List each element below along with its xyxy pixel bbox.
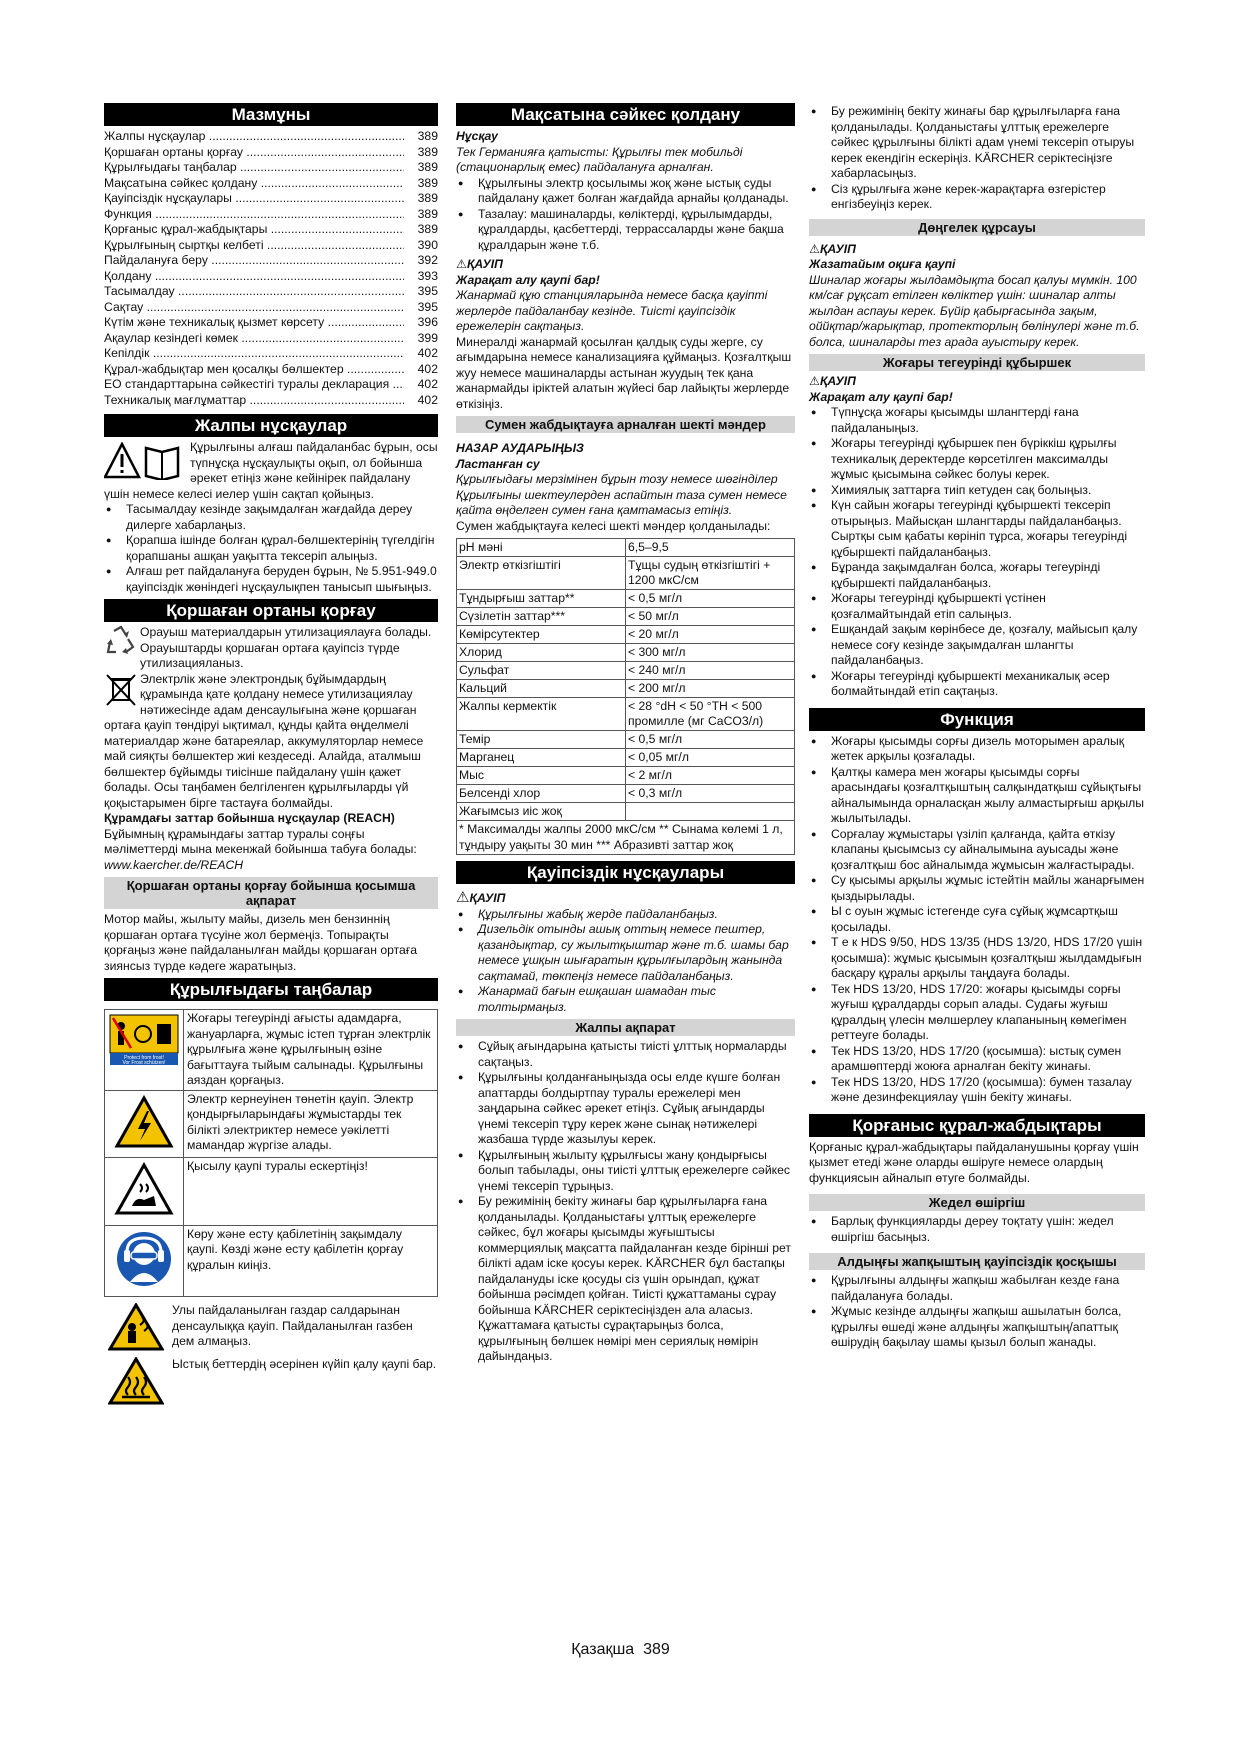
hose-title: Жоғары тегеурінді құбыршек bbox=[809, 354, 1145, 371]
symbol-row: Қысылу қаупі туралы ескертіңіз! bbox=[105, 1158, 438, 1226]
list-item: ● Химиялық заттарға тиіп кетуден сақ болыңыз. bbox=[809, 483, 1145, 499]
toc-item-title: Пайдалануға беру ..... bbox=[104, 253, 404, 269]
toc-item[interactable] bbox=[104, 346, 438, 362]
parameter-cell: Сүзілетін заттар*** bbox=[457, 608, 626, 626]
list-item: ● Су қысымы арқылы жұмыс істейтін майлы жанарғымен қыздырылады. bbox=[809, 873, 1145, 904]
safety-list bbox=[456, 907, 795, 1016]
intended-plain: Минералді жанармай қосылған қалдық суды жерге, су ағымдарына немесе канализацияға құймаңыз. Қозғалтқыш жуу немесе машиналарды астынан жуудың тек қана жанармайды іріктей алатын жүйесі бар лайықты жерлерде өткізіңіз. bbox=[456, 334, 792, 411]
intended-danger-label: ⚠ҚАУІП bbox=[456, 257, 503, 271]
list-item: ● Барлық функцияларды дереу тоқтату үшін: жедел өшіргіш басыңыз. bbox=[809, 1214, 1145, 1245]
parameter-cell: Белсенді хлор bbox=[457, 785, 626, 803]
toxic-gas-block bbox=[104, 1303, 438, 1351]
toc-item-page: 399 bbox=[417, 330, 438, 345]
parameter-cell: Тұндырғыш заттар** bbox=[457, 590, 626, 608]
warning-read-manual-icon bbox=[104, 442, 184, 480]
limit-cell: < 0,3 мг/л bbox=[626, 785, 795, 803]
table-row bbox=[457, 731, 795, 749]
toc-item[interactable] bbox=[104, 362, 438, 378]
toc-item-page: 402 bbox=[417, 392, 438, 407]
wheel-text: Шиналар жоғары жылдамдықта босап қалуы мүмкін. 100 км/сағ рұқсат етілген көліктер үшін: шиналар алты жылдан аспауы керек. Бүйір қабырғасында зақым, оййқтар/жарықтар, протекторлың бөлінулері және т.б. болса, шиналарды тез арада ауыстыру керек. bbox=[809, 272, 1140, 349]
warning-triangle-icon: ⚠ bbox=[809, 374, 820, 388]
protective-text: Қорғаныс құрал-жабдықтары пайдаланушыны қорғау үшін қызмет етеді және оларды өшіруге немесе олардың функциясын айналып өтуге болмайды. bbox=[809, 1139, 1139, 1185]
toxic-gas-text: Улы пайдаланылған газдар салдарынан денсаулыққа қауіп. Пайдаланылған газбен дем алмаңыз. bbox=[172, 1303, 413, 1348]
reach-url[interactable]: www.kaercher.de/REACH bbox=[104, 857, 244, 872]
parameter-cell: Марганец bbox=[457, 749, 626, 767]
hose-head: Жарақат алу қаупі бар! bbox=[809, 389, 953, 404]
list-item: ● Жоғары тегеурінді құбыршекті механикалық әсер болмайтындай етіп сақтаңыз. bbox=[809, 669, 1145, 700]
list-item: ● Құрылғыны қолданғаныңызда осы елде күшге болған апаттарды болдыртпау туралы ережелері мен заңдарына сәйкес әрекет етіңіз. Сұйық ағындарды үнемі тексеріп тұру керек және сынақ нәтижелері жазбаша түрде жазылуы керек. bbox=[456, 1070, 795, 1148]
intended-title: Мақсатына сәйкес қолдану bbox=[456, 103, 795, 126]
toc-item-title: Құрал-жабдықтар мен қосалқы бөлшектер ..... bbox=[104, 362, 404, 378]
toc-item-page: 389 bbox=[417, 144, 438, 159]
list-item: ● Бу режимінің бекіту жинағы бар құрылғыларға ғана қолданылады. Қолданыстағы ұлттық ережелерге сәйкес құрылғыны білікті адам үнемі тексеріп отыруы керек екендігін ескеріңіз. KÄRCHER серіктесіңізге хабарласыңыз. bbox=[809, 104, 1145, 182]
toc-item-title: Сақтау ..... bbox=[104, 300, 404, 316]
estop-title: Жедел өшіргіш bbox=[809, 1194, 1145, 1211]
table-row bbox=[457, 803, 795, 821]
parameter-cell: Темір bbox=[457, 731, 626, 749]
list-item: ● Жоғары қысымды сорғы дизель моторымен аралық жетек арқылы қозғалады. bbox=[809, 734, 1145, 765]
general-intro: Құрылғыны алғаш пайдаланбас бұрын, осы түпнұсқа нұсқаулықты оқып, ол бойынша әрекет етіңіз және кейінірек пайдалану үшін немесе келесі иелер үшін сақтап қойыңыз. bbox=[104, 440, 438, 501]
list-item: ● Тек HDS 13/20, HDS 17/20 (қосымша): ыстық сумен арамшөптерді жоюға арналған бекіту жинағы. bbox=[809, 1044, 1145, 1075]
list-item: ● Құрылғыны алдыңғы жапқыш жабылған кезде ғана пайдалануға болады. bbox=[809, 1273, 1145, 1304]
list-item: ● Алғаш рет пайдалануға беруден бұрын, № 5.951-949.0 қауіпсіздік жөніндегі нұсқаулықпен танысып шығыңыз. bbox=[104, 564, 438, 595]
list-item: ● Тазалау: машиналарды, көліктерді, құрылымдарды, құралдарды, қасбеттерді, террассаларды және бақша құралдарын және т.б. bbox=[456, 207, 795, 254]
list-item: ● Тек HDS 13/20, HDS 17/20 (қосымша): бумен тазалау және дезинфекциялау үшін бекіту жинағы. bbox=[809, 1075, 1145, 1106]
reach-title: Құрамдағы заттар бойынша нұсқаулар (REACH) bbox=[104, 811, 395, 825]
table-row bbox=[457, 662, 795, 680]
list-item: ● Қорапша ішінде болған құрал-бөлшектерінің түгелдігін қорапшаны ашқан уақытта тексеріп алыңыз. bbox=[104, 533, 438, 564]
table-row bbox=[457, 539, 795, 557]
limit-cell: < 2 мг/л bbox=[626, 767, 795, 785]
warning-triangle-icon: ⚠ bbox=[456, 889, 470, 906]
warning-triangle-icon: ⚠ bbox=[456, 257, 467, 271]
limit-cell: < 20 мг/л bbox=[626, 626, 795, 644]
limit-cell: < 50 мг/л bbox=[626, 608, 795, 626]
toc-item[interactable] bbox=[104, 269, 438, 285]
toc-item-title: Функция ..... bbox=[104, 207, 404, 223]
svg-text:Protect from frost!: Protect from frost! bbox=[124, 1055, 164, 1061]
parameter-cell: Сульфат bbox=[457, 662, 626, 680]
list-item: ● Ешқандай зақым көрінбесе де, қозғалу, майысып қалу немесе соғу кезінде зақымдалған шлангты пайдаланбаңыз. bbox=[809, 622, 1145, 669]
toc-item-page: 395 bbox=[417, 299, 438, 314]
table-row bbox=[457, 767, 795, 785]
list-item: ● Ы с оуын жұмыс істегенде суға сұйық жұмсартқыш қосылады. bbox=[809, 904, 1145, 935]
symbols-title: Құрылғыдағы таңбалар bbox=[104, 978, 438, 1001]
weee-block bbox=[104, 672, 438, 812]
estop-list bbox=[809, 1214, 1145, 1245]
toc-item[interactable] bbox=[104, 238, 438, 254]
hot-surface-block bbox=[104, 1357, 438, 1405]
toc-item[interactable] bbox=[104, 160, 438, 176]
toc-item-title: Техникалық мағлұматтар ..... bbox=[104, 393, 404, 409]
electric-shock-icon bbox=[114, 1095, 174, 1149]
toc-item[interactable] bbox=[104, 331, 438, 347]
limit-cell: < 0,5 мг/л bbox=[626, 731, 795, 749]
svg-text:Vor Frost schützen!: Vor Frost schützen! bbox=[122, 1060, 166, 1066]
toc-item-page: 389 bbox=[417, 129, 438, 143]
toc-item-page: 389 bbox=[417, 160, 438, 174]
list-item: ● Жанармай бағын ешқашан шамадан тыс толтырмаңыз. bbox=[456, 984, 795, 1015]
crossed-bin-icon bbox=[104, 672, 138, 708]
parameter-cell: pH мәні bbox=[457, 539, 626, 557]
parameter-cell: Кальций bbox=[457, 680, 626, 698]
intended-danger-head: Жарақат алу қаупі бар! bbox=[456, 272, 600, 287]
protective-title: Қорғаныс құрал-жабдықтары bbox=[809, 1114, 1145, 1137]
water-title: Сумен жабдықтауға арналған шекті мәндер bbox=[456, 416, 795, 433]
recycle-block bbox=[104, 625, 438, 672]
parameter-cell: Электр өткізгіштігі bbox=[457, 557, 626, 590]
env-p1: Орауыш материалдарын утилизациялауға болады. Орауыштарды қоршаған ортаға қауіпсіз түрде утилизацияланыз. bbox=[140, 625, 432, 670]
reach-text: Бұйымның құрамындағы заттар туралы соңғы мәліметтерді мына мекенжай бойынша табуға болады: www.kaercher.de/REACH bbox=[104, 826, 417, 872]
parameter-cell: Мыс bbox=[457, 767, 626, 785]
limit-cell: < 300 мг/л bbox=[626, 644, 795, 662]
intended-danger-text: Жанармай құю станцияларында немесе басқа қауіпті жерлерде пайдаланбау кезінде. Тиісті қауіпсіздік ережелерін сақтаңыз. bbox=[456, 288, 768, 333]
hot-surface-icon bbox=[108, 1357, 164, 1405]
toc-list bbox=[104, 129, 438, 408]
toc-item[interactable] bbox=[104, 129, 438, 145]
intended-note-text: Тек Германияға қатысты: Құрылғы тек мобильді (стационарлық емес) пайдалануға арналған. bbox=[456, 144, 743, 174]
column-right bbox=[809, 104, 1145, 1351]
toc-item-title: Қолдану ..... bbox=[104, 269, 404, 285]
table-row bbox=[457, 608, 795, 626]
toc-item-page: 393 bbox=[417, 268, 438, 283]
toc-item-page: 389 bbox=[417, 191, 438, 205]
general-list bbox=[104, 502, 438, 595]
list-item: ● Сұйық ағындарына қатысты тиісті ұлттық нормаларды сақтаңыз. bbox=[456, 1039, 795, 1070]
toc-item-page: 396 bbox=[417, 315, 438, 329]
column-left bbox=[104, 103, 438, 1405]
limit-cell bbox=[626, 803, 795, 821]
water-intro: Сумен жабдықтауға келесі шекті мәндер қолданылады: bbox=[456, 518, 771, 533]
list-item: ● Күн сайын жоғары тегеурінді құбыршекті тексеріп отырыңыз. Майысқан шлангтарды пайдаланбаңыз. Сыртқы сым қабаты көрініп тұрса, жоғары тегеурінді құбыршекті пайдаланбаңыз. bbox=[809, 498, 1145, 560]
list-item: ● Бұранда зақымдалған болса, жоғары тегеурінді құбыршекті пайдаланбаңыз. bbox=[809, 560, 1145, 591]
env-sub-text: Мотор майы, жылыту майы, дизель мен бензиннің қоршаған ортаға түсуіне жол бермеңіз. Топырақты қорғаңыз және пайдаланылған майды қоршаған ортаға зиянсыз түрде кәдеге жаратыңыз. bbox=[104, 912, 418, 973]
table-row bbox=[457, 698, 795, 731]
toc-item-title: ЕО стандарттарына сәйкестігі туралы декларация ..... bbox=[104, 377, 404, 393]
toc-item-title: Кепілдік ..... bbox=[104, 346, 404, 362]
general-intro-block bbox=[104, 440, 438, 502]
env-sub-title: Қоршаған ортаны қорғау бойынша қосымша ақпарат bbox=[104, 877, 438, 909]
hot-surface-text: Ыстық беттердің әсерінен күйіп қалу қаупі бар. bbox=[172, 1357, 437, 1371]
toc-item-page: 389 bbox=[417, 206, 438, 221]
list-item: ● Т е к HDS 9/50, HDS 13/35 (HDS 13/20, HDS 17/20 үшін қосымша): жұмыс қысымын қозғалтқыш жылдамдығын басқару құралы арқылы таңдауға болады. bbox=[809, 935, 1145, 982]
env-p2: Электрлік және электрондық бұйымдардың құрамында қате қолдану немесе утилизациялау нәтижесінде адам денсаулығына және қоршаған ортаға қауіп төндіруі ықтимал, құнды қайта өңделмелі материалдар және батареялар, аккумуляторлар немесе май сияқты бөлшектер жиі кездеседі. Алайда, аталмыш бөлшектер бұйымды тиісінше пайдалану үшін қажет болады. Осы таңбамен белгіленген құрылғыларды үй қоқыстарымен бірге тастауға болмайды. bbox=[104, 671, 424, 810]
limit-cell: 6,5–9,5 bbox=[626, 539, 795, 557]
toc-item[interactable] bbox=[104, 191, 438, 207]
water-attn-text2: Құрылғыны шектеулерден аспайтын таза сумен немесе қайта өңделген сумен ғана қамтамасыз етіңіз. bbox=[456, 487, 787, 517]
toc-item[interactable] bbox=[104, 393, 438, 409]
limit-cell: Тұщы судың өткізгіштігі + 1200 мкС/см bbox=[626, 557, 795, 590]
list-item: ● Құрылғының жылыту құрылғысы жану қондырғысы болып табылады, оны тиісті ұлттық ережелерге сәйкес үнемі тексеріп тұрыңыз. bbox=[456, 1148, 795, 1195]
toc-item-page: 402 bbox=[417, 361, 438, 376]
parameter-cell: Жағымсыз иіс жоқ bbox=[457, 803, 626, 821]
toc-item[interactable] bbox=[104, 315, 438, 331]
list-item: ● Құрылғыны жабық жерде пайдаланбаңыз. bbox=[456, 907, 795, 923]
front-title: Алдыңғы жапқыштың қауіпсіздік қосқышы bbox=[809, 1253, 1145, 1270]
symbol-row: Көру және есту қабілетінің зақымдалу қаупі. Көзді және есту қабілетін қорғау құралын киіңіз. bbox=[105, 1225, 438, 1297]
toc-item[interactable] bbox=[104, 222, 438, 238]
wheel-danger-label: ⚠ҚАУІП bbox=[809, 241, 856, 256]
toc-item[interactable] bbox=[104, 300, 438, 316]
wheel-head: Жазатайым оқиға қаупі bbox=[809, 257, 956, 271]
eye-ear-protection-icon bbox=[115, 1230, 173, 1288]
function-title: Функция bbox=[809, 708, 1145, 731]
intended-list bbox=[456, 176, 795, 254]
general-title: Жалпы нұсқаулар bbox=[104, 414, 438, 437]
front-list bbox=[809, 1273, 1145, 1351]
water-attn-head: Ластанған су bbox=[456, 456, 540, 471]
toc-item[interactable] bbox=[104, 377, 438, 393]
toc-item[interactable] bbox=[104, 176, 438, 192]
env-title: Қоршаған ортаны қорғау bbox=[104, 599, 438, 622]
list-item: ● Бу режимінің бекіту жинағы бар құрылғыларға ғана қолданылады. Қолданыстағы ұлттық ережелерге сәйкес, бұл жоғары қысымды жуғыштысы коммерциялық мақсатта пайдаланған кезде бірінші рет білікті адам іске қосуы керек. KÄRCHER бұл бастапқы пайдалануды іске қосуды сіз үшін орындап, құжат бойынша рәсімдеп қойған. Тиісті құжаттаманы сұрау бойынша KÄRCHER серіктесіңізден ала аласыз. Құжаттамаға қатысты сұрақтарыңыз болса, құрылғының бөлшек нөмірі мен сериялық нөмірін дайындаңыз. bbox=[456, 1194, 795, 1365]
toc-item-title: Ақаулар кезіндегі көмек ..... bbox=[104, 331, 404, 347]
protect-from-frost-icon bbox=[109, 1014, 179, 1066]
list-item: ● Тек HDS 13/20, HDS 17/20: жоғары қысымды сорғы жуғыш құралдарды сорып алады. Судағы жуғыш құралдың үлесін мөлшерлеу клапанының көмегімен реттеуге болады. bbox=[809, 982, 1145, 1044]
footer-language: Қазақша bbox=[571, 1641, 635, 1658]
recycle-icon bbox=[104, 625, 138, 655]
symbol-row: Protect from frost! Vor Frost schützen! Жоғары тегеурінді ағысты адамдарға, жануарларға, жұмыс істеп тұрған электрлік құрылғыға және құрылғының өзіне бағыттауға тыйым салынады. Құрылғыны аяздан қорғаңыз. bbox=[105, 1010, 438, 1091]
water-attn-text: Құрылғыдағы мерзімінен бұрын тозу немесе шөгінділер bbox=[456, 472, 778, 486]
toc-item[interactable] bbox=[104, 207, 438, 223]
toc-title: Мазмұны bbox=[104, 103, 438, 126]
function-list bbox=[809, 734, 1145, 1106]
list-item: ● Құрылғыны электр қосылымы жоқ және ыстық суды пайдалану қажет болған жағдайда арнайы қолданады. bbox=[456, 176, 795, 207]
hose-list bbox=[809, 405, 1145, 700]
parameter-cell: Көмірсутектер bbox=[457, 626, 626, 644]
toc-item-page: 402 bbox=[417, 377, 438, 391]
toc-item-title: Құрылғыдағы таңбалар ..... bbox=[104, 160, 404, 176]
list-item: ● Жоғары тегеурінді құбыршек пен бүріккіш құрылғы техникалық деректерде көрсетілген максималды жұмыс қысымына сәйкес болуы керек. bbox=[809, 436, 1145, 483]
table-row bbox=[457, 644, 795, 662]
toc-item-title: Тасымалдау ..... bbox=[104, 284, 404, 300]
table-row bbox=[457, 557, 795, 590]
list-item: ● Сіз құрылғыға және керек-жарақтарға өзгерістер енгізбеуіңіз керек. bbox=[809, 182, 1145, 213]
toc-item-title: Күтім және техникалық қызмет көрсету ..... bbox=[104, 315, 404, 331]
toc-item-title: Қоршаған ортаны қорғау ..... bbox=[104, 145, 404, 161]
water-limits-table bbox=[456, 538, 795, 821]
limit-cell: < 28 °dH < 50 °TH < 500 промилле (мг CaCO3/л) bbox=[626, 698, 795, 731]
toc-item[interactable] bbox=[104, 145, 438, 161]
toc-item-page: 402 bbox=[417, 346, 438, 360]
toc-item-page: 389 bbox=[417, 222, 438, 236]
wheel-title: Дөңгелек құрсауы bbox=[809, 219, 1145, 236]
toc-item-page: 395 bbox=[417, 284, 438, 298]
toc-item-title: Құрылғының сыртқы келбеті ..... bbox=[104, 238, 404, 254]
toxic-gas-icon bbox=[108, 1303, 164, 1351]
burn-hazard-icon bbox=[114, 1162, 174, 1216]
warning-triangle-icon: ⚠ bbox=[809, 241, 820, 256]
column-middle bbox=[456, 103, 795, 1365]
symbols-table bbox=[104, 1009, 438, 1297]
parameter-cell: Хлорид bbox=[457, 644, 626, 662]
hose-danger-label: ⚠ҚАУІП bbox=[809, 374, 856, 388]
toc-item[interactable] bbox=[104, 253, 438, 269]
safety-info-list bbox=[456, 1039, 795, 1365]
table-row bbox=[457, 749, 795, 767]
table-row bbox=[457, 590, 795, 608]
table-row bbox=[457, 680, 795, 698]
toc-item[interactable] bbox=[104, 284, 438, 300]
safety-danger-label: ⚠ҚАУІП bbox=[456, 889, 506, 906]
table-row bbox=[457, 626, 795, 644]
safety-info-list-cont bbox=[809, 104, 1145, 213]
toc-item-page: 390 bbox=[417, 237, 438, 252]
table-row bbox=[457, 785, 795, 803]
toc-item-title: Қауіпсіздік нұсқаулары ..... bbox=[104, 191, 404, 207]
page-number: 389 bbox=[643, 1641, 670, 1658]
limit-cell: < 240 мг/л bbox=[626, 662, 795, 680]
list-item: ● Қалтқы камера мен жоғары қысымды сорғы арасындағы қозғалтқыштың салқындатқыш сұйықтығы айналымында орналасқан жылу алмастырғыш арқылы жылытылады. bbox=[809, 765, 1145, 827]
intended-note-label: Нұсқау bbox=[456, 129, 498, 143]
safety-sub-title: Жалпы ақпарат bbox=[456, 1019, 795, 1036]
water-foot: * Максималды жалпы 2000 мкС/см ** Сынама көлемі 1 л, тұндыру уақыты 30 мин *** Абразивті заттар жоқ bbox=[456, 821, 795, 855]
water-attn: НАЗАР АУДАРЫҢЫЗ bbox=[456, 441, 584, 455]
parameter-cell: Жалпы кермектік bbox=[457, 698, 626, 731]
toc-item-title: Жалпы нұсқаулар ..... bbox=[104, 129, 404, 145]
list-item: ● Жұмыс кезінде алдыңғы жапқыш ашылатын болса, құрылғы өшеді және алдыңғы жапқыштың/апаттық өшірудің бақылау шамы қызыл болып жанады. bbox=[809, 1304, 1145, 1351]
list-item: ● Дизельдік отынды ашық оттың немесе пештер, қазандықтар, су жылытқыштар және т.б. шамы бар немесе ұшқын шығаратын құрылғылардың жанында сақтамай, төкпеңіз немесе пайдаланбаңыз. bbox=[456, 922, 795, 984]
limit-cell: < 0,5 мг/л bbox=[626, 590, 795, 608]
list-item: ● Тасымалдау кезінде зақымдалған жағдайда дереу дилерге хабарлаңыз. bbox=[104, 502, 438, 533]
toc-item-page: 389 bbox=[417, 175, 438, 190]
symbol-row: Электр кернеуінен төнетін қауіп. Электр қондырғыларындағы жұмыстарды тек білікті электриктер немесе уәкілетті мамандар жүргізе алады. bbox=[105, 1090, 438, 1158]
toc-item-title: Мақсатына сәйкес қолдану ..... bbox=[104, 176, 404, 192]
safety-title: Қауіпсіздік нұсқаулары bbox=[456, 861, 795, 884]
limit-cell: < 200 мг/л bbox=[626, 680, 795, 698]
page-footer bbox=[0, 1642, 1241, 1658]
limit-cell: < 0,05 мг/л bbox=[626, 749, 795, 767]
toc-item-page: 392 bbox=[417, 253, 438, 267]
list-item: ● Түпнұсқа жоғары қысымды шлангтерді ғана пайдаланыңыз. bbox=[809, 405, 1145, 436]
toc-item-title: Қорғаныс құрал-жабдықтары ..... bbox=[104, 222, 404, 238]
list-item: ● Жоғары тегеурінді құбыршекті үстінен қозғалмайтындай етіп салыңыз. bbox=[809, 591, 1145, 622]
list-item: ● Сорғалау жұмыстары үзіліп қалғанда, қайта өткізу клапаны қысымсыз су айналымына ауысады және қозғалтқыш бос айналымда жұмысын жалғастырады. bbox=[809, 827, 1145, 874]
